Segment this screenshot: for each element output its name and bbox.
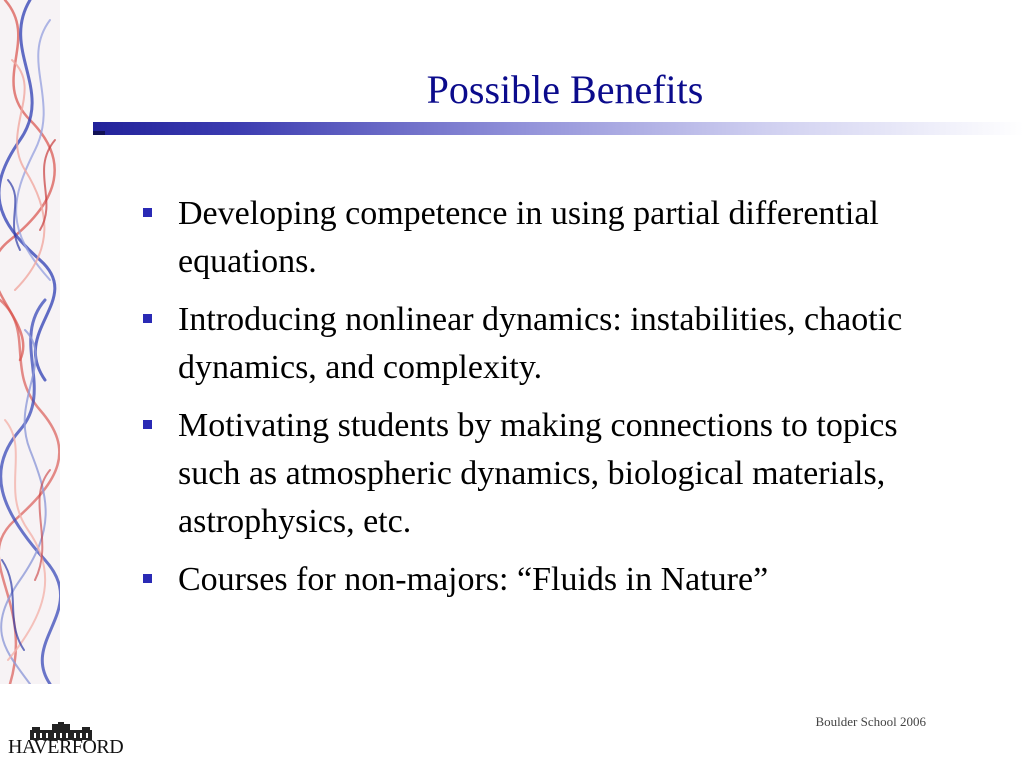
bullet-item	[140, 402, 960, 546]
square-bullet-icon	[143, 574, 152, 583]
logo-wordmark: HAVERFORD	[8, 736, 124, 758]
bullet-text: Developing competence in using partial differential equations.	[178, 195, 879, 280]
footer-text: Boulder School 2006	[815, 714, 926, 729]
bullet-text: Courses for non-majors: “Fluids in Nature”	[178, 561, 769, 598]
bullet-item	[140, 190, 960, 286]
square-bullet-icon	[143, 314, 152, 323]
bullet-item	[140, 556, 960, 604]
slide-title: Possible Benefits	[426, 67, 704, 112]
bullet-text: Motivating students by making connections to topics such as atmospheric dynamics, biological materials, astrophysics, etc.	[178, 407, 898, 540]
bullet-text: Introducing nonlinear dynamics: instabilities, chaotic dynamics, and complexity.	[178, 301, 903, 386]
bullet-item	[140, 296, 960, 392]
fluid-flow-art-svg	[0, 0, 60, 684]
bullet-list	[140, 190, 960, 614]
square-bullet-icon	[143, 208, 152, 217]
square-bullet-icon	[143, 420, 152, 429]
title-underline-accent	[93, 131, 105, 135]
title-underline	[93, 122, 1024, 135]
fluid-flow-art	[0, 0, 60, 684]
haverford-logo	[6, 722, 124, 762]
